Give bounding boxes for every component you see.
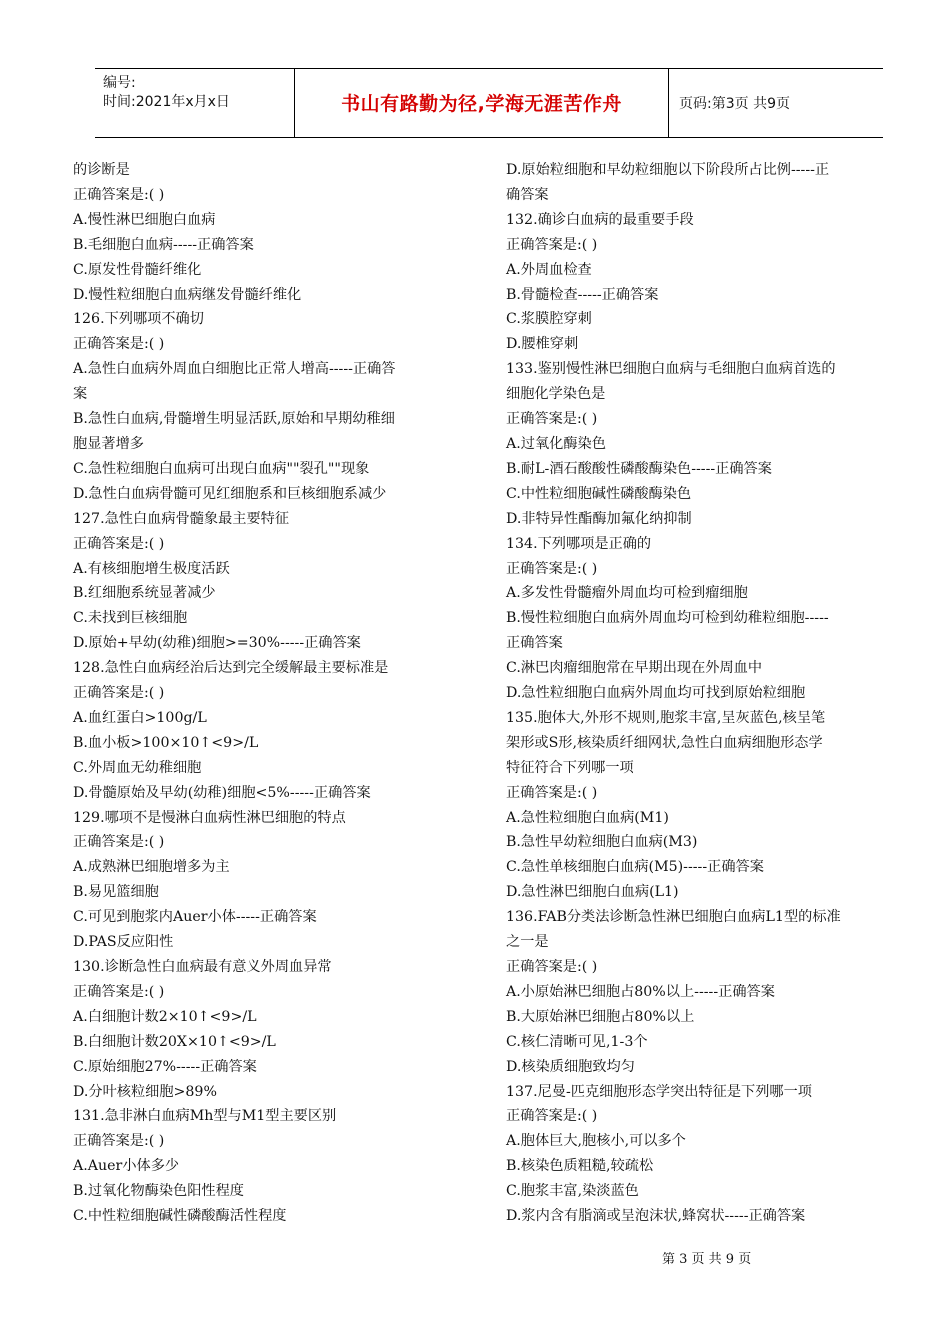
- text-line: 137.尼曼-匹克细胞形态学突出特征是下列哪一项: [506, 1083, 812, 1100]
- text-line: C.原发性骨髓纤维化: [73, 261, 202, 278]
- text-line: D.原始+早幼(幼稚)细胞>=30%-----正确答案: [73, 635, 361, 652]
- text-line: 126.下列哪项不确切: [73, 311, 204, 328]
- text-line: D.慢性粒细胞白血病继发骨髓纤维化: [73, 286, 302, 303]
- text-line: 正确答案: [506, 635, 563, 652]
- text-line: 135.胞体大,外形不规则,胞浆丰富,呈灰蓝色,核呈笔: [506, 709, 826, 726]
- text-line: B.血小板>100×10↑<9>/L: [73, 734, 259, 751]
- text-line: B.急性早幼粒细胞白血病(M3): [506, 834, 698, 851]
- text-line: C.核仁清晰可见,1-3个: [506, 1033, 648, 1050]
- text-line: A.多发性骨髓瘤外周血均可检到瘤细胞: [506, 585, 748, 602]
- text-line: B.核染色质粗糙,较疏松: [506, 1158, 654, 1175]
- text-line: 正确答案是:( ): [73, 685, 165, 702]
- text-line: 案: [73, 386, 88, 403]
- text-line: 正确答案是:( ): [73, 834, 165, 851]
- motto-text: 书山有路勤为径,学海无涯苦作舟: [341, 93, 622, 115]
- text-line: D.急性淋巴细胞白血病(L1): [506, 884, 679, 901]
- text-line: C.中性粒细胞碱性磷酸酶染色: [506, 485, 692, 502]
- text-line: A.Auer小体多少: [73, 1158, 180, 1175]
- header-page-cell: [669, 69, 883, 137]
- text-line: C.浆膜腔穿刺: [506, 311, 592, 328]
- text-line: 正确答案是:( ): [506, 560, 598, 577]
- text-line: 129.哪项不是慢淋白血病性淋巴细胞的特点: [73, 809, 346, 826]
- text-line: A.血红蛋白>100g/L: [73, 709, 207, 726]
- text-line: A.急性粒细胞白血病(M1): [506, 809, 669, 826]
- text-line: D.浆内含有脂滴或呈泡沫状,蜂窝状-----正确答案: [506, 1208, 806, 1225]
- text-line: 正确答案是:( ): [506, 1108, 598, 1125]
- text-line: A.慢性淋巴细胞白血病: [73, 211, 216, 228]
- header-info-cell: [95, 69, 295, 137]
- text-line: D.急性白血病骨髓可见红细胞系和巨核细胞系减少: [73, 485, 387, 502]
- text-line: C.原始细胞27%-----正确答案: [73, 1058, 257, 1075]
- text-line: 之一是: [506, 934, 549, 951]
- text-line: B.大原始淋巴细胞占80%以上: [506, 1008, 695, 1025]
- text-line: A.急性白血病外周血白细胞比正常人增高-----正确答: [73, 361, 396, 378]
- text-line: 的诊断是: [73, 162, 130, 178]
- text-line: 正确答案是:( ): [73, 535, 165, 552]
- text-line: 128.急性白血病经治后达到完全缓解最主要标准是: [73, 660, 389, 677]
- text-line: 127.急性白血病骨髓象最主要特征: [73, 510, 290, 527]
- text-line: D.腰椎穿刺: [506, 336, 579, 353]
- text-line: B.骨髓检查-----正确答案: [506, 286, 659, 303]
- right-column: [506, 158, 902, 1229]
- text-line: D.骨髓原始及早幼(幼稚)细胞<5%-----正确答案: [73, 784, 371, 801]
- text-line: B.毛细胞白血病-----正确答案: [73, 236, 254, 253]
- text-line: 胞显著增多: [73, 435, 144, 452]
- text-line: B.过氧化物酶染色阳性程度: [73, 1183, 244, 1200]
- text-line: 特征符合下列哪一项: [506, 759, 634, 776]
- text-line: D.分叶核粒细胞>89%: [73, 1083, 217, 1100]
- text-line: 132.确诊白血病的最重要手段: [506, 211, 694, 228]
- text-line: D.PAS反应阳性: [73, 934, 174, 951]
- text-line: A.白细胞计数2×10↑<9>/L: [73, 1008, 257, 1025]
- text-line: 正确答案是:( ): [73, 1133, 165, 1150]
- text-line: 正确答案是:( ): [73, 983, 165, 1000]
- text-line: A.外周血检查: [506, 261, 592, 278]
- text-line: D.非特异性酯酶加氟化纳抑制: [506, 510, 692, 527]
- text-line: C.胞浆丰富,染淡蓝色: [506, 1183, 639, 1200]
- text-line: D.核染质细胞致均匀: [506, 1058, 635, 1075]
- text-line: A.胞体巨大,胞核小,可以多个: [506, 1133, 686, 1150]
- text-line: 正确答案是:( ): [506, 784, 598, 801]
- page-header: [95, 68, 883, 138]
- text-line: B.耐L-酒石酸酸性磷酸酶染色-----正确答案: [506, 460, 772, 477]
- text-line: C.急性粒细胞白血病可出现白血病""裂孔""现象: [73, 460, 370, 477]
- text-line: 架形或S形,核染质纤细网状,急性白血病细胞形态学: [506, 734, 823, 751]
- header-motto-cell: [295, 69, 669, 137]
- text-line: 正确答案是:( ): [506, 236, 598, 253]
- text-line: C.可见到胞浆内Auer小体-----正确答案: [73, 909, 317, 926]
- text-line: D.原始粒细胞和早幼粒细胞以下阶段所占比例-----正: [506, 162, 830, 178]
- text-line: 正确答案是:( ): [506, 959, 598, 975]
- text-line: D.急性粒细胞白血病外周血均可找到原始粒细胞: [506, 685, 806, 702]
- text-line: 细胞化学染色是: [506, 386, 606, 403]
- text-line: C.中性粒细胞碱性磷酸酶活性程度: [73, 1208, 287, 1225]
- text-line: 正确答案是:( ): [73, 336, 165, 353]
- text-line: C.未找到巨核细胞: [73, 610, 188, 627]
- text-line: 131.急非淋白血病Mh型与M1型主要区别: [73, 1108, 337, 1125]
- text-line: B.白细胞计数20X×10↑<9>/L: [73, 1033, 276, 1050]
- page-code: 页码:第3页 共9页: [679, 96, 790, 112]
- text-line: A.小原始淋巴细胞占80%以上-----正确答案: [506, 983, 775, 1000]
- text-line: B.急性白血病,骨髓增生明显活跃,原始和早期幼稚细: [73, 411, 395, 428]
- text-line: C.外周血无幼稚细胞: [73, 759, 202, 776]
- time-label: 时间:2021年x月x日: [103, 94, 230, 110]
- number-label: 编号:: [103, 75, 136, 91]
- text-line: 正确答案是:( ): [506, 411, 598, 428]
- left-column: [73, 158, 473, 1229]
- text-line: C.急性单核细胞白血病(M5)-----正确答案: [506, 859, 764, 876]
- text-line: A.过氧化酶染色: [506, 435, 606, 452]
- text-line: 133.鉴别慢性淋巴细胞白血病与毛细胞白血病首选的: [506, 361, 836, 378]
- text-line: B.易见篮细胞: [73, 884, 159, 901]
- text-line: B.慢性粒细胞白血病外周血均可检到幼稚粒细胞-----: [506, 610, 829, 627]
- text-line: B.红细胞系统显著减少: [73, 585, 216, 602]
- text-line: 130.诊断急性白血病最有意义外周血异常: [73, 959, 332, 975]
- text-line: C.淋巴肉瘤细胞常在早期出现在外周血中: [506, 660, 763, 677]
- text-line: A.有核细胞增生极度活跃: [73, 560, 230, 577]
- text-line: 136.FAB分类法诊断急性淋巴细胞白血病L1型的标准: [506, 909, 841, 926]
- page-footer: 第 3 页 共 9 页: [662, 1252, 752, 1267]
- text-line: 正确答案是:( ): [73, 186, 165, 203]
- text-line: 确答案: [506, 186, 549, 203]
- text-line: A.成熟淋巴细胞增多为主: [73, 859, 230, 876]
- text-line: 134.下列哪项是正确的: [506, 535, 652, 552]
